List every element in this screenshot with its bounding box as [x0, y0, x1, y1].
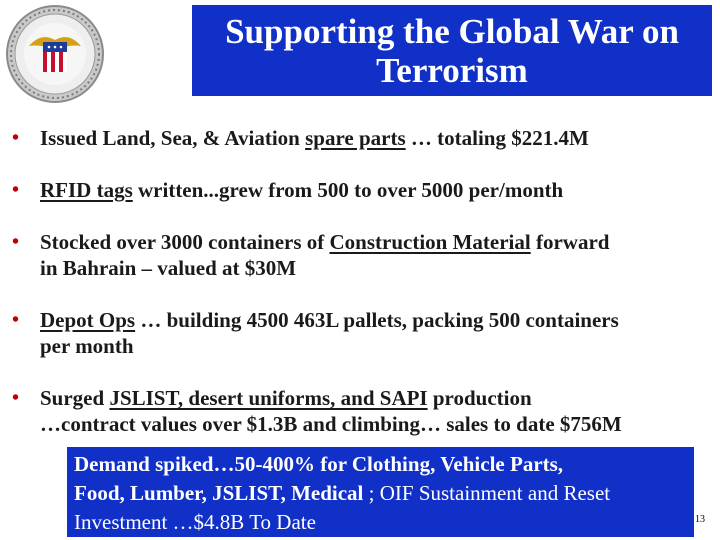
- title-line-2: Terrorism: [376, 50, 528, 90]
- bullet-text: Surged JSLIST, desert uniforms, and SAPI production …contract values over $1.3B and climbing… sales to date $756M: [40, 386, 622, 436]
- callout-line-1: Demand spiked…50-400% for Clothing, Vehicle Parts,: [74, 452, 564, 476]
- bullet-dot-icon: •: [12, 127, 20, 149]
- bullet-construction-material: [12, 229, 712, 281]
- bullet-spare-parts: [12, 125, 712, 151]
- bullet-text: Depot Ops … building 4500 463L pallets, packing 500 containers per month: [40, 308, 619, 358]
- bullet-text: Issued Land, Sea, & Aviation spare parts … totaling $221.4M: [40, 126, 589, 150]
- bullet-dot-icon: •: [12, 231, 20, 253]
- bullet-text: RFID tags written...grew from 500 to over 5000 per/month: [40, 178, 564, 202]
- callout-line-3: Investment …$4.8B To Date: [74, 510, 316, 534]
- slide-title: [192, 5, 712, 96]
- construction-material-link[interactable]: Construction Material: [329, 230, 531, 254]
- bullet-dot-icon: •: [12, 387, 20, 409]
- agency-seal-logo: [5, 4, 105, 104]
- bullet-jslist: [12, 385, 712, 437]
- jslist-link[interactable]: JSLIST, desert uniforms, and SAPI: [109, 386, 428, 410]
- bullet-text: Stocked over 3000 containers of Construction Material forward in Bahrain – valued at $30M: [40, 230, 610, 280]
- bullet-depot-ops: [12, 307, 712, 359]
- depot-ops-link[interactable]: Depot Ops: [40, 308, 136, 332]
- bullet-dot-icon: •: [12, 309, 20, 331]
- bullet-rfid-tags: [12, 177, 712, 203]
- callout-line-2: Food, Lumber, JSLIST, Medical ; OIF Sustainment and Reset: [74, 481, 611, 505]
- rfid-tags-link[interactable]: RFID tags: [40, 178, 133, 202]
- demand-callout-box: [67, 447, 694, 537]
- spare-parts-link[interactable]: spare parts: [305, 126, 406, 150]
- title-line-1: Supporting the Global War on: [225, 11, 679, 51]
- bullet-dot-icon: •: [12, 179, 20, 201]
- page-number: 13: [695, 514, 705, 525]
